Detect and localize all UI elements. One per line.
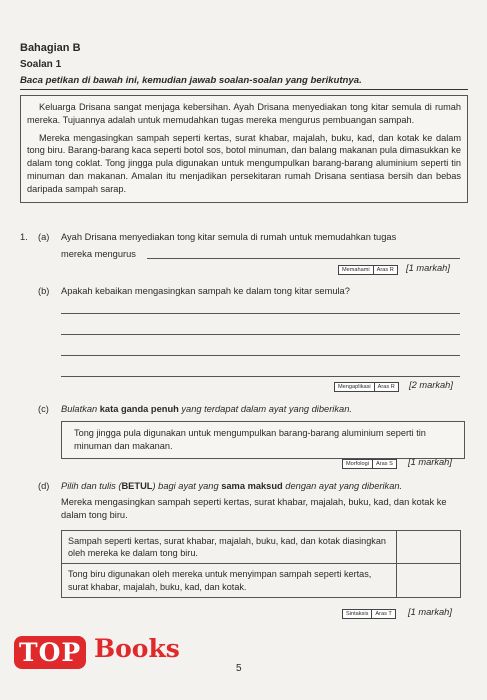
tag-level: Aras R [374,383,398,391]
tag-skill: Memahami [342,267,370,273]
q1b-answer-line-1[interactable] [61,313,460,314]
q1a-text-line2: mereka mengurus [61,249,136,259]
q1b-label: (b) [38,286,50,296]
instruction: Baca petikan di bawah ini, kemudian jawab soalan-soalan yang berikutnya. [20,75,362,86]
passage-paragraph-2: Mereka mengasingkan sampah seperti kertas, surat khabar, majalah, buku, kad, dan kotak ke dalam tong biru. Barang-barang kaca seperti botol sos, botol minuman, dan balang makanan pula dimasukkan ke dalam tong coklat. Tong jingga pula digunakan untuk mengumpulkan barang-barang aluminium seperti tin minuman dan makanan. Amalan itu menjadikan persekitaran rumah Drisana sentiasa bersih dan bebas daripada sampah sarap. [27,132,461,194]
divider [20,89,468,90]
q1a-text-line1: Ayah Drisana menyediakan tong kitar semula di rumah untuk memudahkan tugas [61,232,397,242]
tag-skill: Sintaksis [346,611,369,617]
q1d-option-1: Sampah seperti kertas, surat khabar, majalah, buku, kad, dan kotak diasingkan oleh mereka ke dalam tong biru. [62,531,397,564]
table-row [62,564,461,597]
page-number: 5 [236,663,242,674]
q1c-sentence: Tong jingga pula digunakan untuk mengumpulkan barang-barang aluminium seperti tin minuman dan makanan. [74,428,426,451]
q1c-label: (c) [38,404,49,414]
q1d-answer-cell-2[interactable] [397,564,461,597]
q1d-text-bold1: BETUL [121,481,153,491]
q1d-option-2: Tong biru digunakan oleh mereka untuk menyimpan sampah seperti kertas, surat khabar, majalah, buku, kad, dan kotak. [62,564,397,597]
q1a-label: (a) [38,232,50,242]
logo-top-text: TOP [14,636,86,669]
tag-skill: Morfologi [346,461,370,467]
question-title: Soalan 1 [20,59,62,70]
q1d-text-post: dengan ayat yang diberikan. [282,481,403,491]
tag-skill: Mengaplikasi [338,384,371,390]
q1d-options-table [61,530,461,598]
q1d-text [61,480,402,493]
table-row [62,531,461,564]
q1b-marks: [2 markah] [409,380,453,390]
q1a-skill-tag [338,265,398,275]
q1b-skill-tag [334,382,399,392]
q1d-text-mid: ) bagi ayat yang [152,481,222,491]
q1d-text-pre: Pilih dan tulis ( [61,481,122,491]
q1d-marks: [1 markah] [408,607,452,617]
tag-level: Aras R [373,266,397,274]
tag-level: Aras S [372,460,396,468]
q1c-text-post: yang terdapat dalam ayat yang diberikan. [178,404,352,414]
q1c-text-bold: kata ganda penuh [99,404,179,414]
q1c-skill-tag [342,459,397,469]
q1c-marks: [1 markah] [408,457,452,467]
logo-books-text: Books [94,634,180,663]
passage-box [20,95,468,203]
q1c-text [61,403,352,416]
q1c-sentence-box[interactable] [61,421,465,459]
q1b-answer-line-2[interactable] [61,334,460,335]
q1b-answer-line-4[interactable] [61,376,460,377]
q1c-text-pre: Bulatkan [61,404,100,414]
q1a-marks: [1 markah] [406,263,450,273]
q1d-given-sentence: Mereka mengasingkan sampah seperti kertas, surat khabar, majalah, buku, kad, dan kotak ke dalam tong biru. [61,497,447,520]
q1d-answer-cell-1[interactable] [397,531,461,564]
passage-paragraph-1: Keluarga Drisana sangat menjaga kebersihan. Ayah Drisana menyediakan tong kitar semula di rumah mereka. Tujuannya adalah untuk memudahkan tugas mereka mengurus pembuangan sampah. [27,102,461,125]
q1b-text: Apakah kebaikan mengasingkan sampah ke dalam tong kitar semula? [61,286,350,296]
q1d-label: (d) [38,481,50,491]
q1-number: 1. [20,232,28,242]
section-title: Bahagian B [20,42,81,54]
q1a-answer-line[interactable] [147,258,460,259]
tag-level: Aras T [371,610,394,618]
q1d-text-bold2: sama maksud [221,481,283,491]
q1b-answer-line-3[interactable] [61,355,460,356]
q1d-skill-tag [342,609,396,619]
